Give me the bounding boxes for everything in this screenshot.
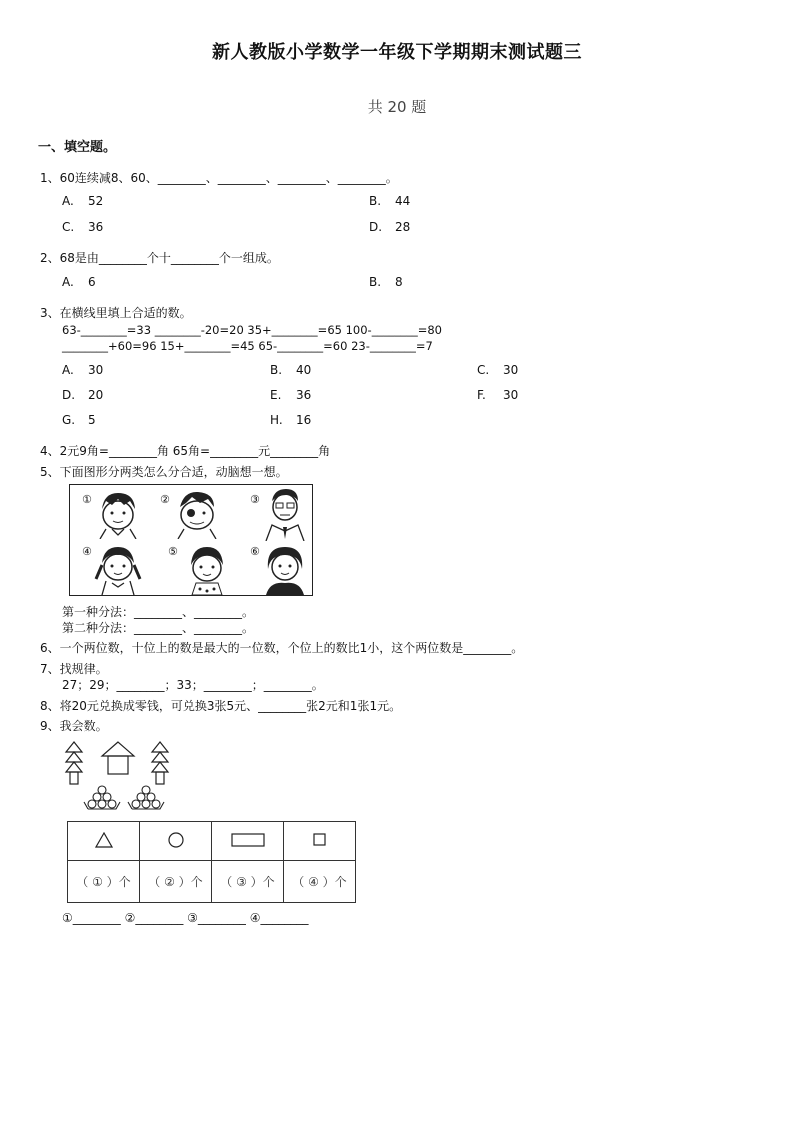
triangle-cell [68,822,140,861]
q3-option-b[interactable]: B. 40 [270,363,312,377]
circle-cell [140,822,212,861]
q3-equations-row-1: 63-________=33 ________-20=20 35+________=65 100-________=80 [62,323,442,337]
q3-option-c[interactable]: C. 30 [477,363,519,377]
girl-drawing-4 [92,543,144,595]
q2-option-b[interactable]: B. 8 [369,275,403,289]
girl-drawing-5 [182,543,232,595]
triangle-count[interactable]: （ ① ）个 [68,861,140,903]
q5-method-1: 第一种分法：________、________。 [62,605,255,619]
q3-option-a[interactable]: A. 30 [62,363,104,377]
q2-option-a[interactable]: A. 6 [62,275,96,289]
question-5: 5、下面图形分两类怎么分合适，动脑想一想。 [40,465,288,479]
figure-label-6: ⑥ [250,545,260,558]
boy-drawing-2 [172,489,222,539]
q3-equations-row-2: ________+60=96 15+________=45 65-________=60 23-________=7 [62,339,433,353]
question-count: 共 20 题 [367,98,427,116]
q1-option-c[interactable]: C. 36 [62,220,104,234]
q3-option-e[interactable]: E. 36 [270,388,312,402]
q3-option-f[interactable]: F. 30 [477,388,519,402]
figure-label-4: ④ [82,545,92,558]
page-title: 新人教版小学数学一年级下学期期末测试题三 [212,42,582,63]
circle-icon [167,831,185,849]
figure-label-1: ① [82,493,92,506]
children-figure-box [69,484,313,596]
q1-option-d[interactable]: D. 28 [369,220,411,234]
woman-drawing-6 [260,543,310,595]
section-heading: 一、填空题。 [38,140,117,155]
question-2: 2、68是由________个十________个一组成。 [40,251,279,265]
question-9: 9、我会数。 [40,719,108,733]
square-icon [313,833,327,847]
square-count[interactable]: （ ④ ）个 [284,861,356,903]
q9-answer-blanks[interactable]: ①________ ②________ ③________ ④________ [62,911,309,925]
square-cell [284,822,356,861]
question-1: 1、60连续减8、60、________、________、________、________。 [40,171,398,185]
question-7: 7、找规律。 [40,662,108,676]
question-3: 3、在横线里填上合适的数。 [40,306,192,320]
rectangle-count[interactable]: （ ③ ）个 [212,861,284,903]
q3-option-h[interactable]: H. 16 [270,413,312,427]
q7-sequence: 27；29；________；33；________；________。 [62,678,324,692]
shapes-picture [62,738,182,814]
question-6: 6、一个两位数，十位上的数是最大的一位数，个位上的数比1小，这个两位数是________。 [40,641,524,655]
question-4: 4、2元9角=________角 65角=________元________角 [40,444,331,458]
q5-method-2: 第二种分法：________、________。 [62,621,255,635]
triangle-icon [95,832,113,848]
q3-option-d[interactable]: D. 20 [62,388,104,402]
question-8: 8、将20元兑换成零钱，可兑换3张5元、________张2元和1张1元。 [40,699,402,713]
figure-label-5: ⑤ [168,545,178,558]
q1-option-a[interactable]: A. 52 [62,194,104,208]
q1-option-b[interactable]: B. 44 [369,194,411,208]
circle-count[interactable]: （ ② ）个 [140,861,212,903]
boy-drawing-1 [94,489,142,539]
rectangle-cell [212,822,284,861]
man-drawing-3 [260,487,308,541]
rectangle-icon [231,832,265,848]
shape-count-table [67,821,356,903]
q3-option-g[interactable]: G. 5 [62,413,96,427]
figure-label-3: ③ [250,493,260,506]
figure-label-2: ② [160,493,170,506]
